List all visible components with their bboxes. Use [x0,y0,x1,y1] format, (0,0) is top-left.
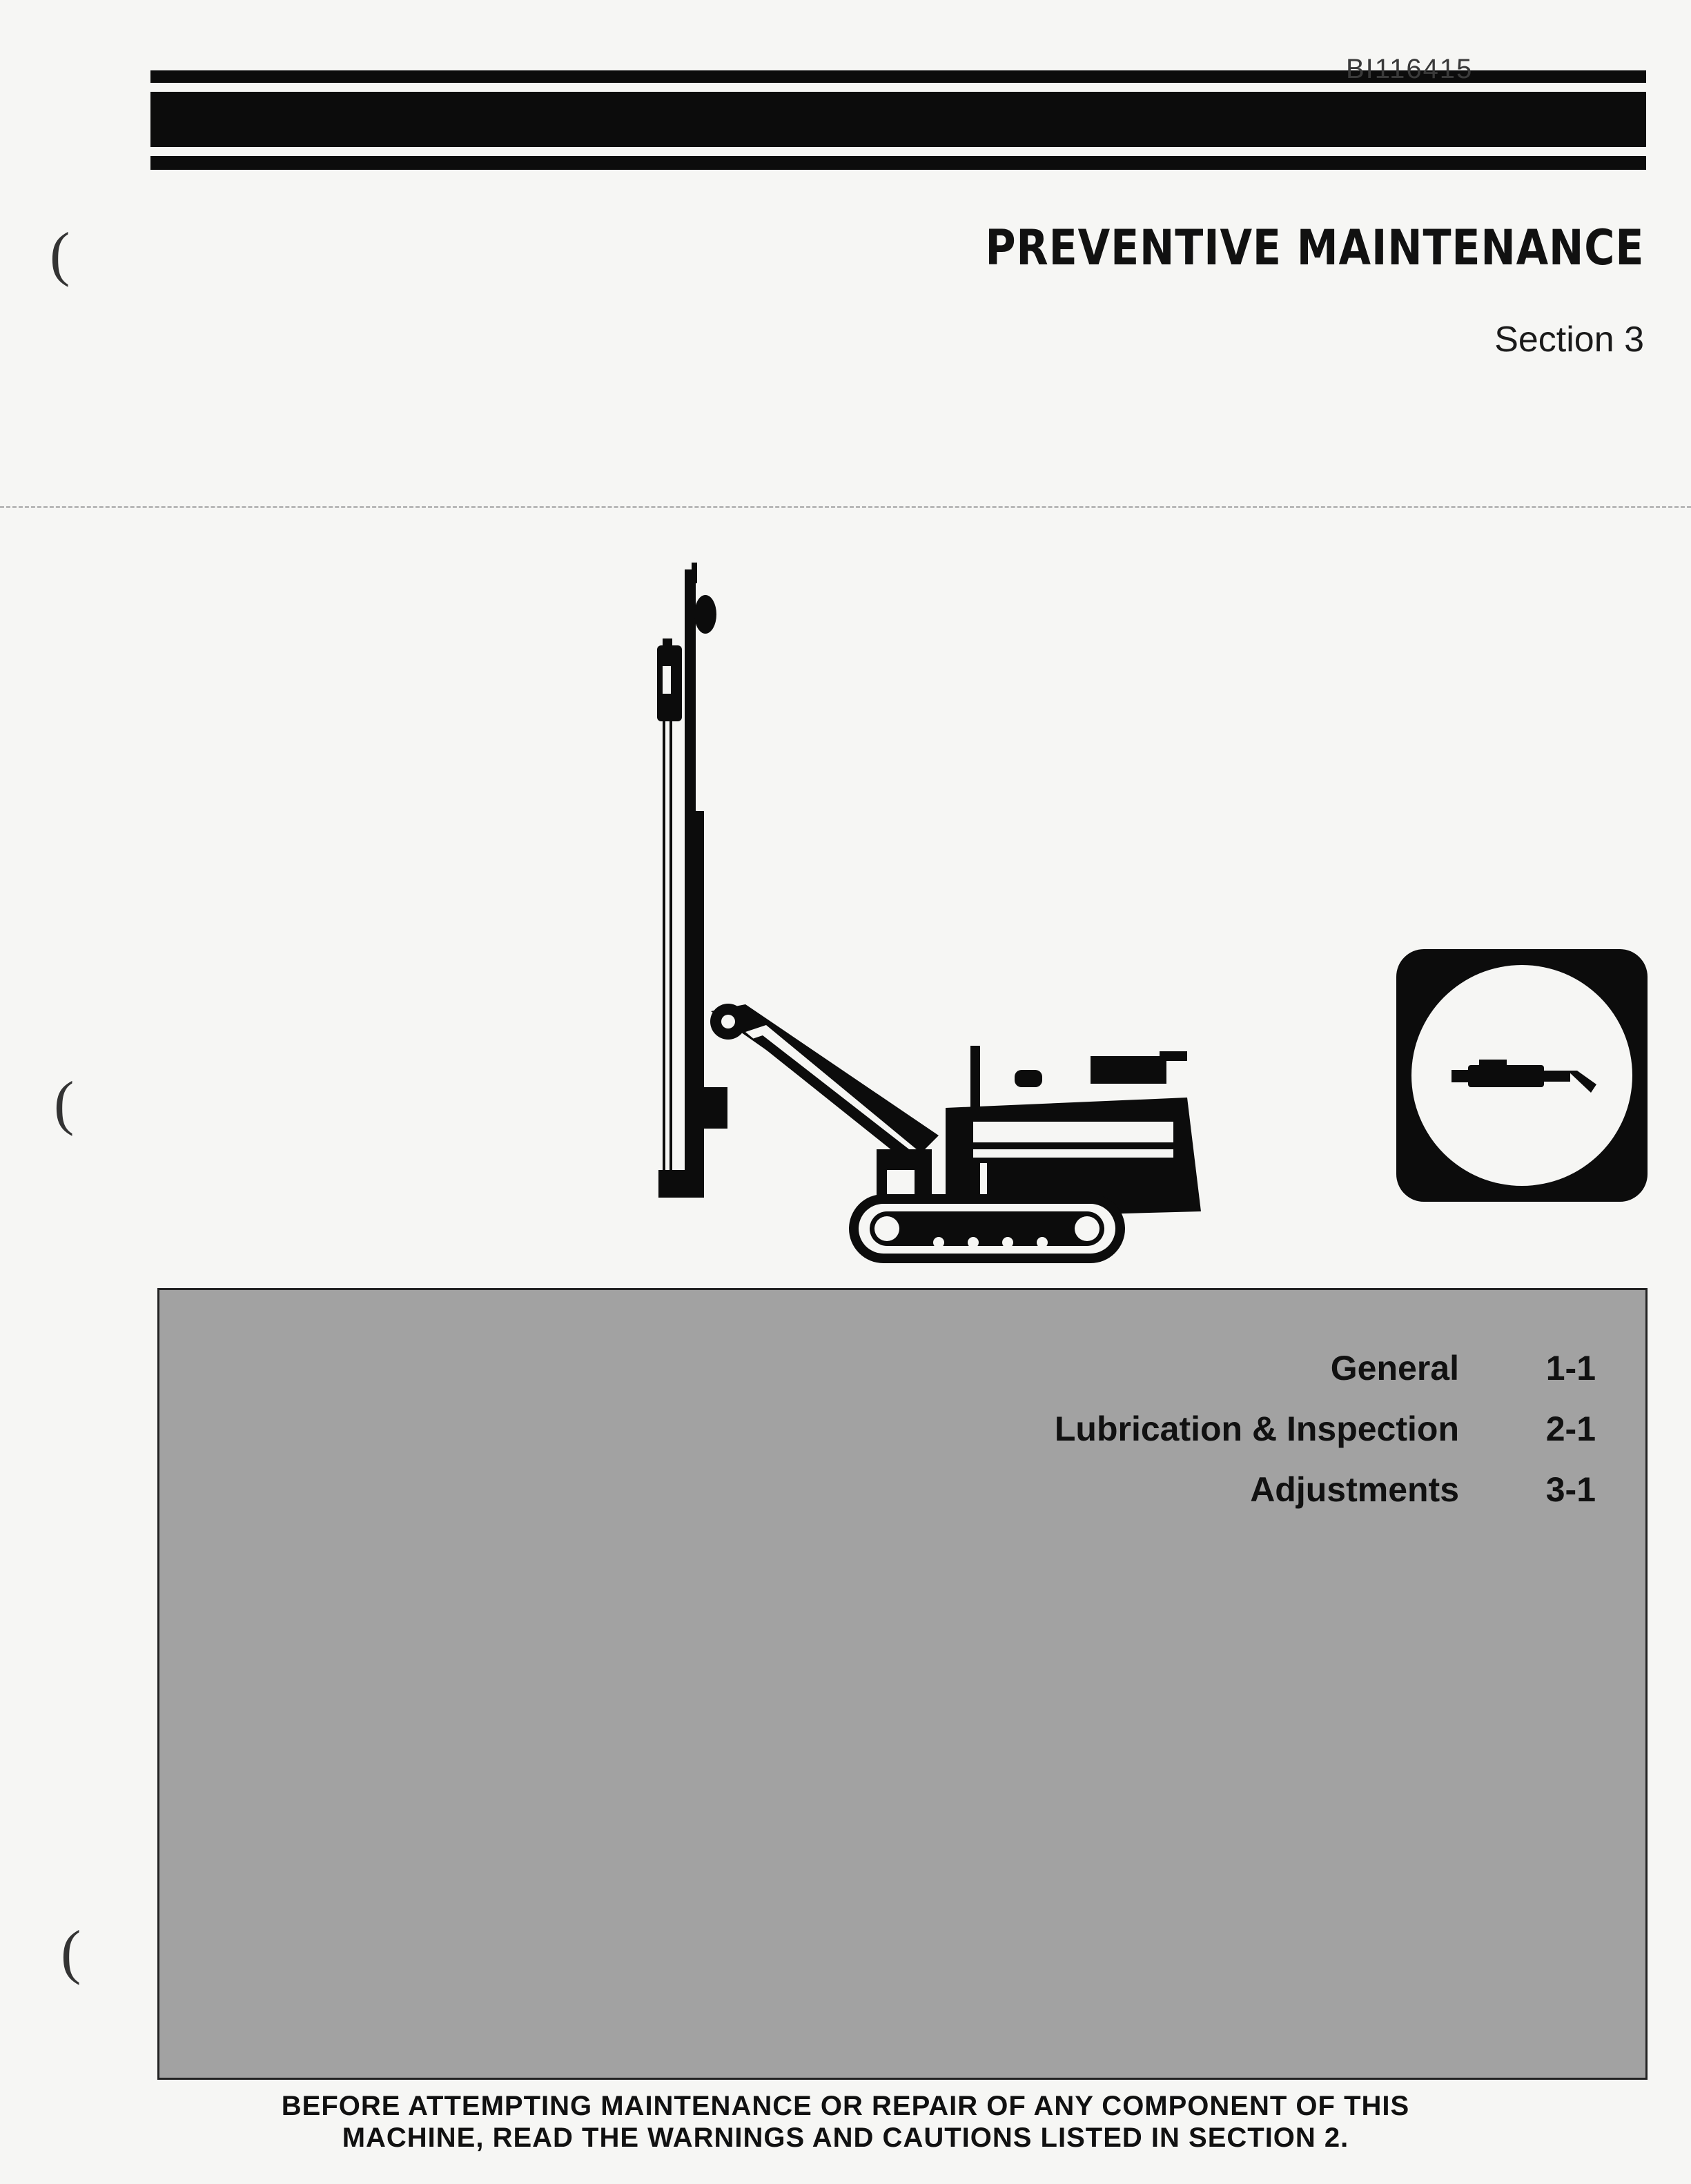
warning-line-2: MACHINE, READ THE WARNINGS AND CAUTIONS LISTED IN SECTION 2. [342,2123,1349,2153]
contents-page-lubrication-inspection[interactable]: 2-1 [1545,1410,1596,1448]
document-code: BI116415 [1346,54,1474,84]
lubrication-icon-panel [1396,949,1648,1202]
header-band-bottom [150,156,1646,170]
contents-item-adjustments[interactable]: Adjustments [1250,1470,1459,1509]
contents-panel [157,1288,1648,2080]
warning-line-1: BEFORE ATTEMPTING MAINTENANCE OR REPAIR OF ANY COMPONENT OF THIS [281,2091,1410,2121]
page-title: PREVENTIVE MAINTENANCE [985,220,1644,276]
binder-hole-mark: ( [50,221,70,288]
contents-item-general[interactable]: General [1330,1349,1459,1387]
drill-rig-illustration [649,563,1215,1267]
contents-page-general[interactable]: 1-1 [1545,1349,1596,1387]
header-band-middle [150,92,1646,147]
grease-gun-icon [1396,949,1648,1202]
binder-hole-mark: ( [54,1070,75,1137]
binder-hole-mark: ( [61,1919,81,1986]
scan-artifact-line [0,506,1691,508]
section-label: Section 3 [1494,320,1644,360]
contents-item-lubrication-inspection[interactable]: Lubrication & Inspection [1054,1410,1459,1448]
safety-warning [0,2090,1691,2154]
contents-page-adjustments[interactable]: 3-1 [1545,1470,1596,1509]
